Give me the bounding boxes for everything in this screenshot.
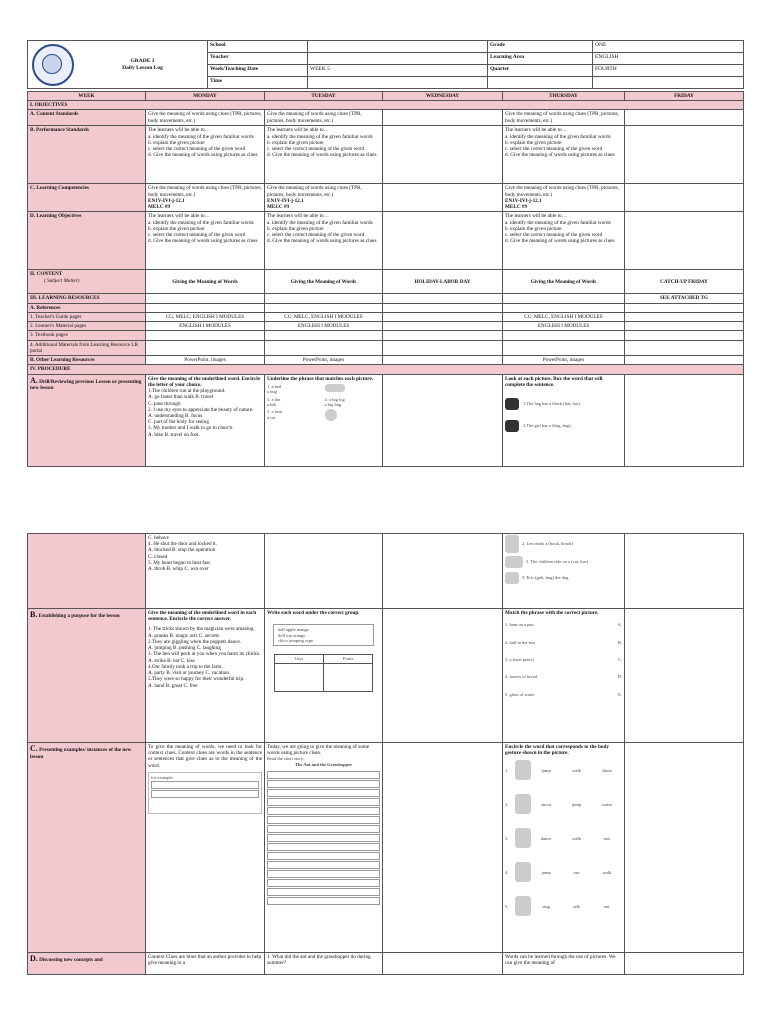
picture-item: 4. a big log a big bag (324, 396, 345, 407)
gesture-word[interactable]: shout (601, 767, 612, 773)
gesture-word[interactable]: walk (602, 869, 612, 875)
phrase-item: 5. glass of water (505, 691, 535, 697)
mon-discussing: Context Clues are hints that an author provides to help give meaning to a (146, 953, 265, 975)
content-heading: II. CONTENT (30, 271, 63, 278)
quarter-label: Quarter (488, 65, 593, 77)
col-tuesday: TUESDAY (265, 92, 383, 101)
procedure-d-label: D. Discussing new concepts and (28, 953, 146, 975)
gesture-picture-icon (515, 794, 531, 814)
gesture-row: 1. jump walk shout (505, 760, 622, 780)
subject-matter: ( Subject Matter) (44, 277, 80, 284)
mon-other: PowerPoint, images (146, 356, 265, 365)
tue-drill-instructions: Underline the phrase that matches each picture. (267, 375, 374, 382)
grade-value: ONE (593, 41, 744, 53)
competency-code: EN1V-IVf-j-12.1 MELC #9 (505, 197, 542, 211)
gesture-row: 4. jump run walk (505, 862, 622, 882)
school-value[interactable] (308, 41, 488, 53)
tg-pages-label: 1. Teacher's Guide pages (28, 312, 146, 321)
col-friday: FRIDAY (625, 92, 744, 101)
thu-lm: ENGLISH I MODULES (503, 322, 625, 331)
gesture-picture-icon (515, 862, 531, 882)
witch-hat-icon (505, 398, 519, 410)
objectives-label: D. Learning Objectives (28, 212, 146, 270)
tue-competency (265, 184, 383, 212)
gesture-row: 5. sing talk eat (505, 896, 622, 916)
mon-performance-standard: The learners will be able to… a. identify the meaning of the given familiar words b. explain the given picture c. select the correct meaning of the given word d. Give the meaning of words using pictures as clues (146, 126, 265, 184)
wed-holiday: HOLIDAY-LABOR DAY (383, 270, 503, 294)
competencies-label: C. Learning Competencies (28, 184, 146, 212)
example-sentence-image (151, 790, 259, 798)
tue-presenting (265, 743, 383, 953)
phrase-item: 4. loaves of bread (505, 674, 537, 680)
procedure-c-label: C. Presenting examples/ instances of the new lesson (28, 743, 146, 953)
grade-title: GRADE 1 (130, 57, 155, 64)
gesture-word[interactable]: shout (541, 801, 552, 807)
mon-objective: The learners will be able to… a. identify the meaning of the given familiar words b. explain the given picture c. select the correct meaning of the given word d. Give the meaning of words using pictures as clues (146, 212, 265, 270)
other-resources-label: B. Other Learning Resources (28, 356, 146, 365)
gesture-word[interactable]: cruise (601, 801, 613, 807)
picture-item: 3. a bin a bib (267, 396, 281, 407)
week-value: WEEK 5 (308, 65, 488, 77)
mon-drill (146, 374, 265, 466)
gesture-word[interactable]: run (573, 869, 580, 875)
thu-discussing: Words can be learned through the use of pictures. We can give the meaning of (503, 953, 625, 975)
learning-area-label: Learning Area (488, 53, 593, 65)
mon-purpose (146, 609, 265, 743)
tue-performance-standard: The learners will be able to… a. identify the meaning of the given familiar words b. explain the given picture c. select the correct meaning of the given word d. Give the meaning of words using pictures as clues (265, 126, 383, 184)
thu-competency (503, 184, 625, 212)
tue-other: PowerPoint, images (265, 356, 383, 365)
mon-presenting-text: To give the meaning of words, we need to look for context clues. Context clues are words in the sentence or sentences that give clues as to the meaning of the word. (148, 744, 262, 769)
col-wednesday: WEDNESDAY (383, 92, 503, 101)
picture-sentence: 2.The girl has a (bug, bag). (523, 423, 572, 429)
thu-tg: CG, MELC, ENGLISH I MODULES (503, 312, 625, 321)
tue-discussing: 1. What did the ant and the grasshopper do during summer? (265, 953, 383, 975)
thu-presenting-instructions: Encircle the word that corresponds to the body gesture shown in the picture. (505, 744, 609, 757)
phrase-item: 1. ham on a pan (505, 622, 534, 628)
mon-drill-instructions: Give the meaning of the underlined word. Encircle the letter of your choice. (148, 375, 261, 388)
deped-seal-icon (32, 44, 74, 86)
gesture-picture-icon (515, 828, 531, 848)
mon-topic: Giving the Meaning of Words (146, 270, 265, 294)
mon-drill-items: 1.The children run at the playground. A. go faster than walk B. travel C. pass through 2. I use my eyes to appreciate the beauty of nature. A. understanding B. focus C. part of the body for seeing 3. My mother and I walk to go to church. A. hike B. travel on foot. (148, 388, 254, 438)
thu-drill-continued (503, 534, 625, 609)
fruits-answer-cell[interactable] (324, 663, 373, 691)
tue-objective: The learners will be able to… a. identify the meaning of the given familiar words b. explain the given picture c. select the correct meaning of the given word d. Give the meaning of words using pictures as clues (265, 212, 383, 270)
picture-letter: D. (617, 674, 622, 680)
story-title: The Ant and the Grasshopper (294, 761, 353, 767)
header-brand (28, 41, 208, 89)
procedure-a-text: Drill/Reviewing previous Lesson or presenting new lesson (30, 378, 142, 392)
references-label: A. References (28, 303, 146, 312)
picture-sentence: 3. The children ride on a (cat, bus) (526, 559, 589, 565)
additional-materials-label: 4. Additional Materials from Learning Resource LR portal (28, 340, 146, 355)
story-instruction: Read the short story. (267, 756, 304, 762)
tue-purpose (265, 609, 383, 743)
thu-topic: Giving the Meaning of Words (503, 270, 625, 294)
col-thursday: THURSDAY (503, 92, 625, 101)
tue-tg: CG, MELC, ENGLISH I MODULES (265, 312, 383, 321)
gesture-row: 2. shout jump cruise (505, 794, 622, 814)
picture-letter: B. (617, 639, 622, 645)
teacher-label: Teacher (208, 53, 308, 65)
col-monday: MONDAY (146, 92, 265, 101)
col-week: WEEK (28, 92, 146, 101)
competency-text: Give the meaning of words using clues (TPR, pictures, body movements, etc.) (148, 185, 262, 198)
mon-presenting (146, 743, 265, 953)
fri-catchup: CATCH-UP FRIDAY (625, 270, 744, 294)
picture-letter: C. (617, 657, 622, 663)
school-label: School (208, 41, 308, 53)
performance-standards-label: B. Performance Standards (28, 126, 146, 184)
bed-picture-icon (325, 384, 381, 395)
time-label: Time (208, 77, 308, 89)
mon-purpose-items: 1. The tricks shown by the magician were amazing. A. pranks B. magic acts C. secrets 2.They are giggling when the puppets dance. A. jumping B. pushing C. laughing 3. The hen will peck at you when you harm its chicks. A. strike B. eat C. kiss 4.Our family took a trip to the farm. A. party B. visit or journey C. vacation 5.They were so happy for their wonderful trip. A. hand B. great C. free (148, 626, 261, 689)
dog-icon (505, 572, 519, 584)
picture-item: 1. a bed a bug (267, 383, 282, 395)
thu-presenting (503, 743, 625, 953)
fri-see-tg: SEE ATTACHED TG (625, 294, 744, 303)
picture-letter: A. (617, 622, 622, 628)
mon-competency (146, 184, 265, 212)
mon-lm: ENGLISH I MODULES (146, 322, 265, 331)
thu-performance-standard: The learners will be able to… a. identify the meaning of the given familiar words b. explain the given picture c. select the correct meaning of the given word d. Give the meaning of words using pictures as clues (503, 126, 625, 184)
gesture-word[interactable]: jump (541, 767, 551, 773)
gesture-word[interactable]: eat (604, 903, 610, 909)
procedure-c-text: Presenting examples/ instances of the new lesson (30, 747, 132, 760)
gesture-picture-icon (515, 896, 531, 916)
toys-answer-cell[interactable] (274, 663, 323, 691)
cat-picture-icon (325, 409, 381, 423)
picture-item: 5. a bear a car (267, 409, 283, 420)
competency-code: EN1V-IVf-j-12.1 MELC #9 (148, 197, 185, 211)
gesture-picture-icon (515, 760, 531, 780)
resources-label: III. LEARNING RESOURCES (28, 294, 146, 303)
picture-letter: E. (618, 691, 622, 697)
fruits-column: Fruits (324, 655, 373, 663)
lesson-log-table (27, 91, 743, 467)
time-value[interactable] (308, 77, 488, 89)
textbook-pages-label: 3. Textbook pages (28, 331, 146, 340)
picture-sentence: 5. Eric (gob, hug) the dog. (522, 575, 570, 581)
mon-drill-continued: C. behave 4. He shut the door and locked it. A. blocked B. stop the operation C. closed 5. My heart began to beat fast. A. throb B. whip C. win over (146, 534, 265, 609)
quarter-value: FOURTH (593, 65, 744, 77)
thu-purpose-instructions: Match the phrase with the correct picture. (505, 610, 599, 616)
picture-sentence: 2. Len reads a (book, brook) (522, 541, 574, 547)
tue-lm: ENGLISH I MODULES (265, 322, 383, 331)
thu-objective: The learners will be able to… a. identify the meaning of the given familiar words b. explain the given picture c. select the correct meaning of the given word d. Give the meaning of words using pictures as clues (503, 212, 625, 270)
tue-topic: Giving the Meaning of Words (265, 270, 383, 294)
content-standards-label: A. Content Standards (28, 110, 146, 126)
thu-other: PowerPoint, images (503, 356, 625, 365)
procedure-a-label: A. Drill/Reviewing previous Lesson or presenting new lesson (28, 374, 146, 466)
procedure-d-text: Discussing new concepts and (39, 957, 103, 963)
toys-fruits-table (274, 654, 373, 691)
gesture-word[interactable]: walk (572, 767, 581, 773)
phrase-item: 2. ball in the box (505, 639, 536, 645)
mon-purpose-instructions: Give the meaning of the underlined word in each sentence. Encircle the correct answer. (148, 610, 257, 623)
objectives-heading: I. OBJECTIVES (28, 101, 744, 110)
gesture-word[interactable]: dance (540, 835, 552, 841)
procedure-b-label: B. Establishing a purpose for the lesson (28, 609, 146, 743)
phrase-item: 3. a short pencil (505, 657, 534, 663)
gesture-word[interactable]: walk (572, 835, 581, 841)
procedure-b-text: Establishing a purpose for the lesson (38, 613, 120, 619)
toys-column: Toys (274, 655, 323, 663)
example-sentence-image (151, 781, 259, 789)
tue-purpose-instructions: Write each word under the correct group. (267, 610, 360, 616)
content-label (28, 270, 146, 294)
example-box (148, 772, 262, 814)
gesture-word[interactable]: jump (541, 869, 551, 875)
competency-text: Give the meaning of words using clues (TPR, pictures, body movements, etc.) (505, 185, 619, 198)
competency-text: Give the meaning of words using clues (TPR, pictures, body movements, etc.) (267, 185, 362, 198)
tue-drill (265, 374, 383, 466)
thu-content-standard: Give the meaning of words using clues (TPR, pictures, body movements, etc.) (503, 110, 625, 126)
thu-drill-instructions: Look at each picture. Box the word that will complete the sentence. (505, 375, 603, 388)
week-date-label: Week/Teaching Date (208, 65, 308, 77)
learning-area-value: ENGLISH (593, 53, 744, 65)
procedure-heading: IV. PROCEDURE (28, 365, 744, 374)
gesture-word[interactable]: run (603, 835, 610, 841)
tue-content-standard: Give the meaning of words using clues (TPR, pictures, body movements, etc.) (265, 110, 383, 126)
teacher-value[interactable] (308, 53, 488, 65)
gesture-word[interactable]: jump (571, 801, 582, 807)
boy-reading-icon (505, 535, 519, 553)
grade-label: Grade (488, 41, 593, 53)
bag-icon (505, 420, 519, 432)
log-title: Daily Lesson Log (122, 64, 163, 71)
lm-pages-label: 2. Learner's Material pages (28, 322, 146, 331)
thu-drill (503, 374, 625, 466)
competency-code: EN1V-IVf-j-12.1 MELC #9 (267, 197, 304, 211)
gesture-word[interactable]: talk (573, 903, 580, 909)
bus-icon (505, 556, 523, 568)
gesture-word[interactable]: sing (542, 903, 550, 909)
picture-sentence: 1.The hag has a black (hat, hut). (523, 401, 581, 407)
gesture-row: 3. dance walk run (505, 828, 622, 848)
lesson-log-header (27, 40, 743, 89)
tue-presenting-text: Today, we are going to give the meaning of some words using picture clues. (267, 744, 370, 757)
story-rebus-image (267, 771, 380, 905)
word-bank: ball apple mango doll top orange chico jumping rope (273, 624, 374, 646)
thu-purpose (503, 609, 625, 743)
mon-tg: CG, MELC, ENGLISH I MODULES (146, 312, 265, 321)
mon-content-standard: Give the meaning of words using clues (TPR, pictures, body movements, etc.) (146, 110, 265, 126)
example-label: for example: (151, 774, 174, 780)
lesson-log-table-page-2 (27, 533, 743, 975)
